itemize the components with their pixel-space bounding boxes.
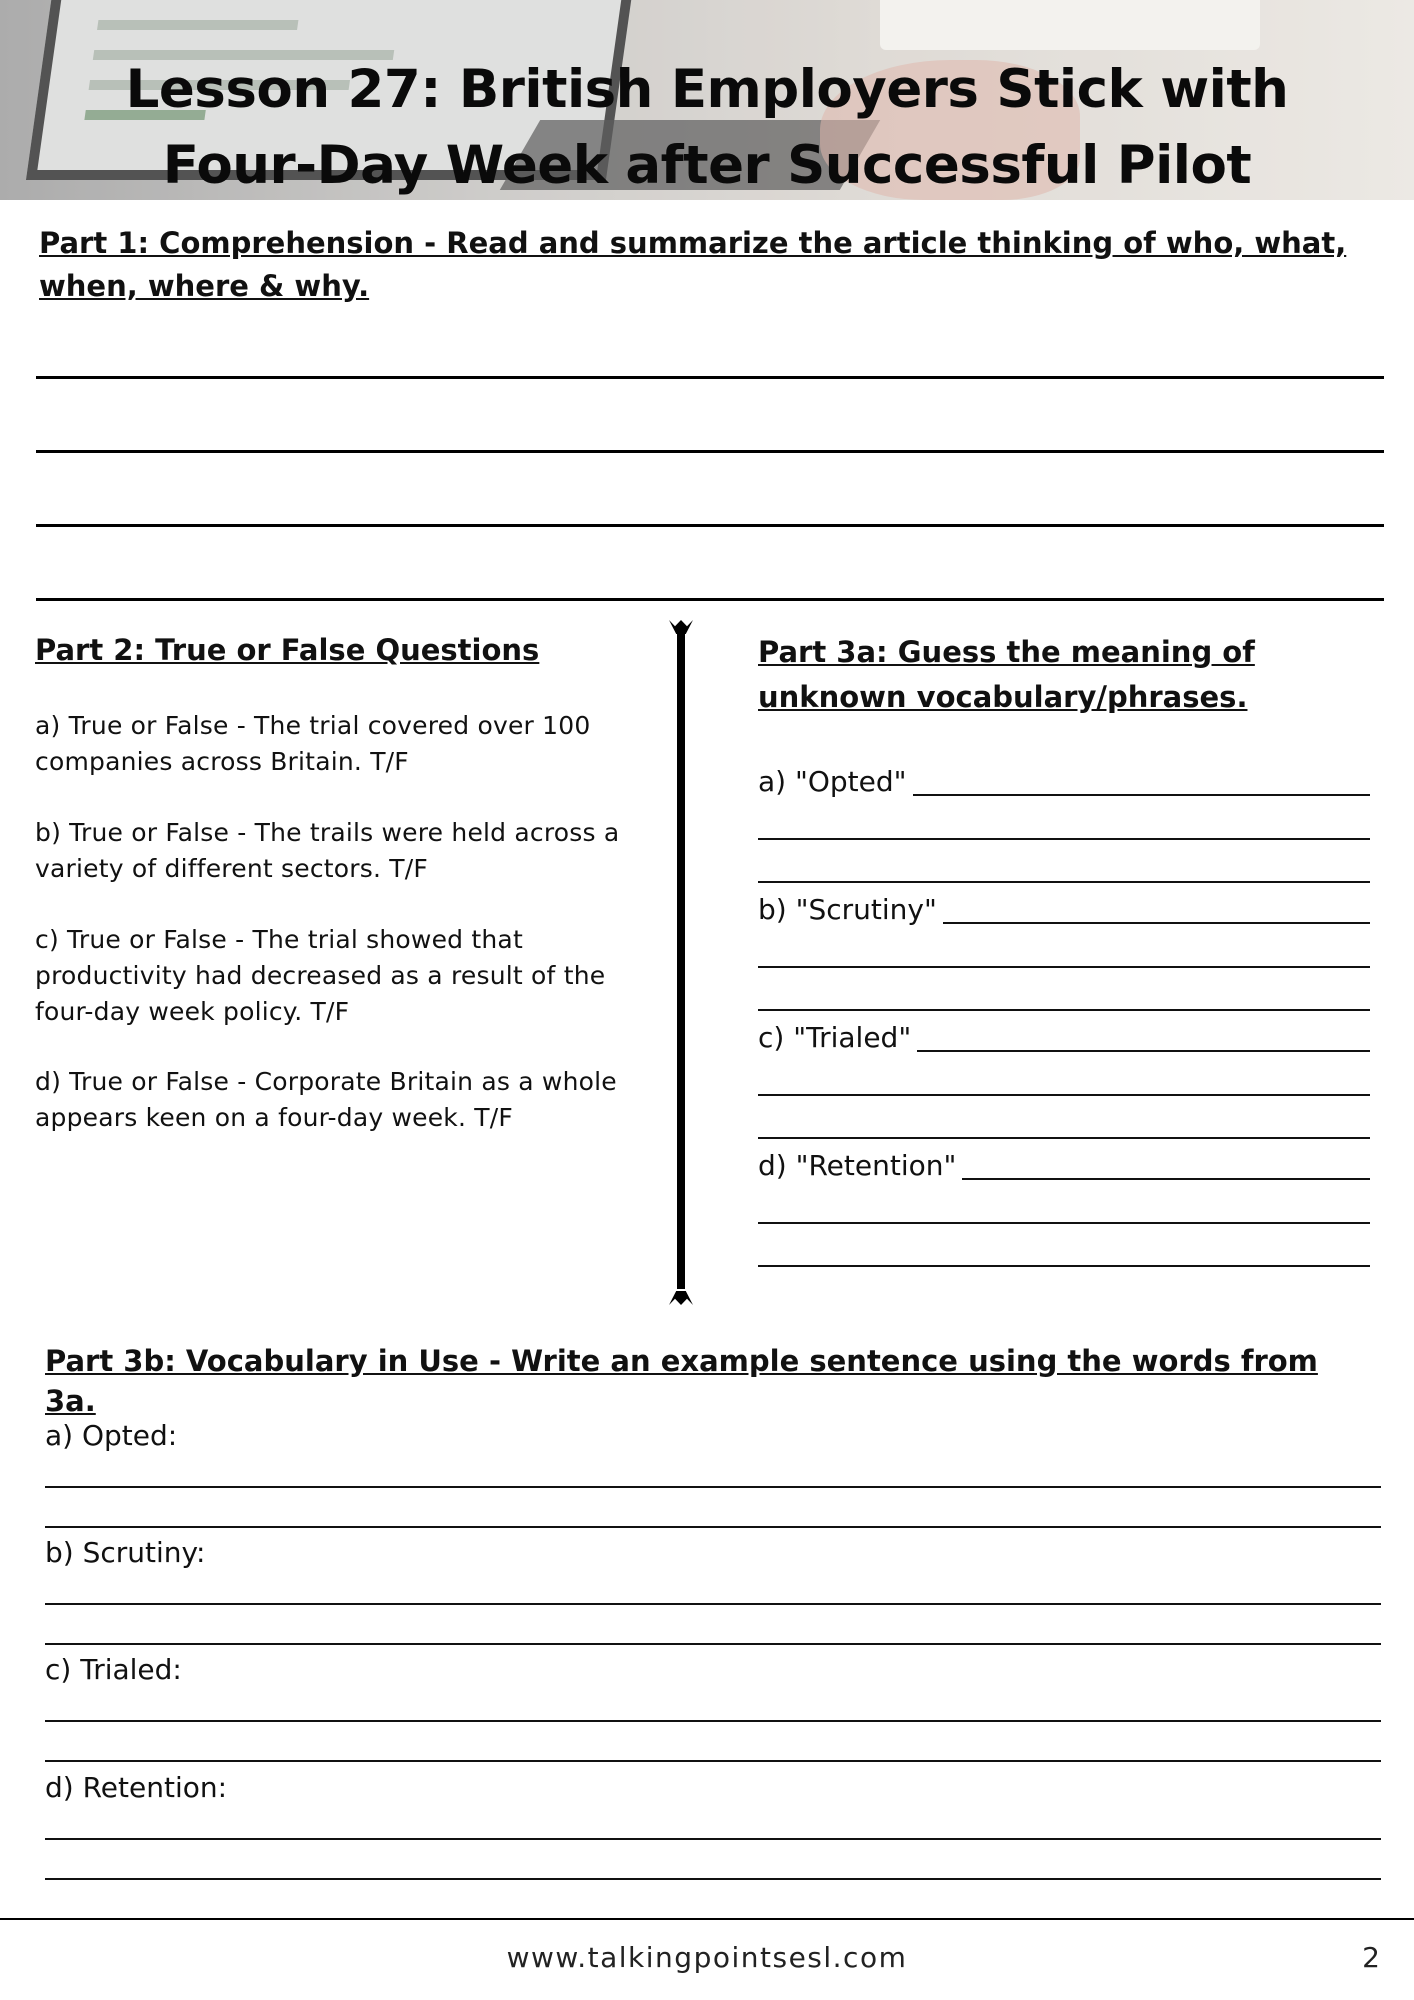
page-number: 2 — [1362, 1941, 1380, 1974]
vocab-item-trialed: c) "Trialed" — [758, 1020, 917, 1056]
true-false-question-a: a) True or False - The trial covered over 100 companies across Britain. T/F — [35, 711, 591, 776]
sentence-item-opted: a) Opted: — [45, 1419, 178, 1452]
part3a-heading: Part 3a: Guess the meaning of unknown vocabulary/phrases. — [758, 635, 1255, 714]
sentence-answer-line[interactable] — [45, 1838, 1381, 1840]
part3b-heading: Part 3b: Vocabulary in Use - Write an example sentence using the words from 3a. — [45, 1344, 1318, 1418]
vocab-answer-line[interactable] — [758, 1222, 1370, 1224]
vocab-answer-line[interactable] — [758, 1265, 1370, 1267]
sentence-answer-line[interactable] — [45, 1603, 1381, 1605]
vocab-answer-line[interactable] — [758, 1009, 1370, 1011]
vocab-item-opted: a) "Opted" — [758, 764, 913, 800]
page-title: Lesson 27: British Employers Stick with Four-Day Week after Successful Pilot — [125, 59, 1289, 196]
part2-heading: Part 2: True or False Questions — [35, 633, 540, 667]
sentence-answer-line[interactable] — [45, 1878, 1381, 1880]
vocab-item-scrutiny: b) "Scrutiny" — [758, 892, 943, 928]
true-false-question-c: c) True or False - The trial showed that productivity had decreased as a result of the four-day week policy. T/F — [35, 925, 606, 1026]
sentence-answer-line[interactable] — [45, 1720, 1381, 1722]
sentence-answer-line[interactable] — [45, 1643, 1381, 1645]
footer-website-link[interactable]: www.talkingpointsesl.com — [506, 1941, 908, 1974]
vocab-answer-line[interactable] — [758, 838, 1370, 840]
sentence-item-trialed: c) Trialed: — [45, 1653, 182, 1686]
summary-answer-line[interactable] — [36, 450, 1384, 453]
summary-answer-line[interactable] — [36, 598, 1384, 601]
true-false-question-b: b) True or False - The trails were held across a variety of different sectors. T/F — [35, 818, 620, 883]
sentence-answer-line[interactable] — [45, 1526, 1381, 1528]
vocab-item-retention: d) "Retention" — [758, 1148, 962, 1184]
vocab-answer-line[interactable] — [758, 1094, 1370, 1096]
sentence-answer-line[interactable] — [45, 1760, 1381, 1762]
sentence-answer-line[interactable] — [45, 1486, 1381, 1488]
true-false-question-d: d) True or False - Corporate Britain as a whole appears keen on a four-day week. T/F — [35, 1067, 617, 1132]
summary-answer-line[interactable] — [36, 524, 1384, 527]
summary-answer-line[interactable] — [36, 376, 1384, 379]
sentence-item-retention: d) Retention: — [45, 1771, 228, 1804]
footer-divider — [0, 1918, 1414, 1920]
vocab-answer-line[interactable] — [758, 966, 1370, 968]
vocab-answer-line[interactable] — [758, 881, 1370, 883]
part1-heading: Part 1: Comprehension - Read and summarize the article thinking of who, what, when, where & why. — [39, 226, 1347, 303]
vocab-answer-line[interactable] — [758, 1137, 1370, 1139]
column-divider — [676, 620, 686, 1305]
sentence-item-scrutiny: b) Scrutiny: — [45, 1536, 206, 1569]
